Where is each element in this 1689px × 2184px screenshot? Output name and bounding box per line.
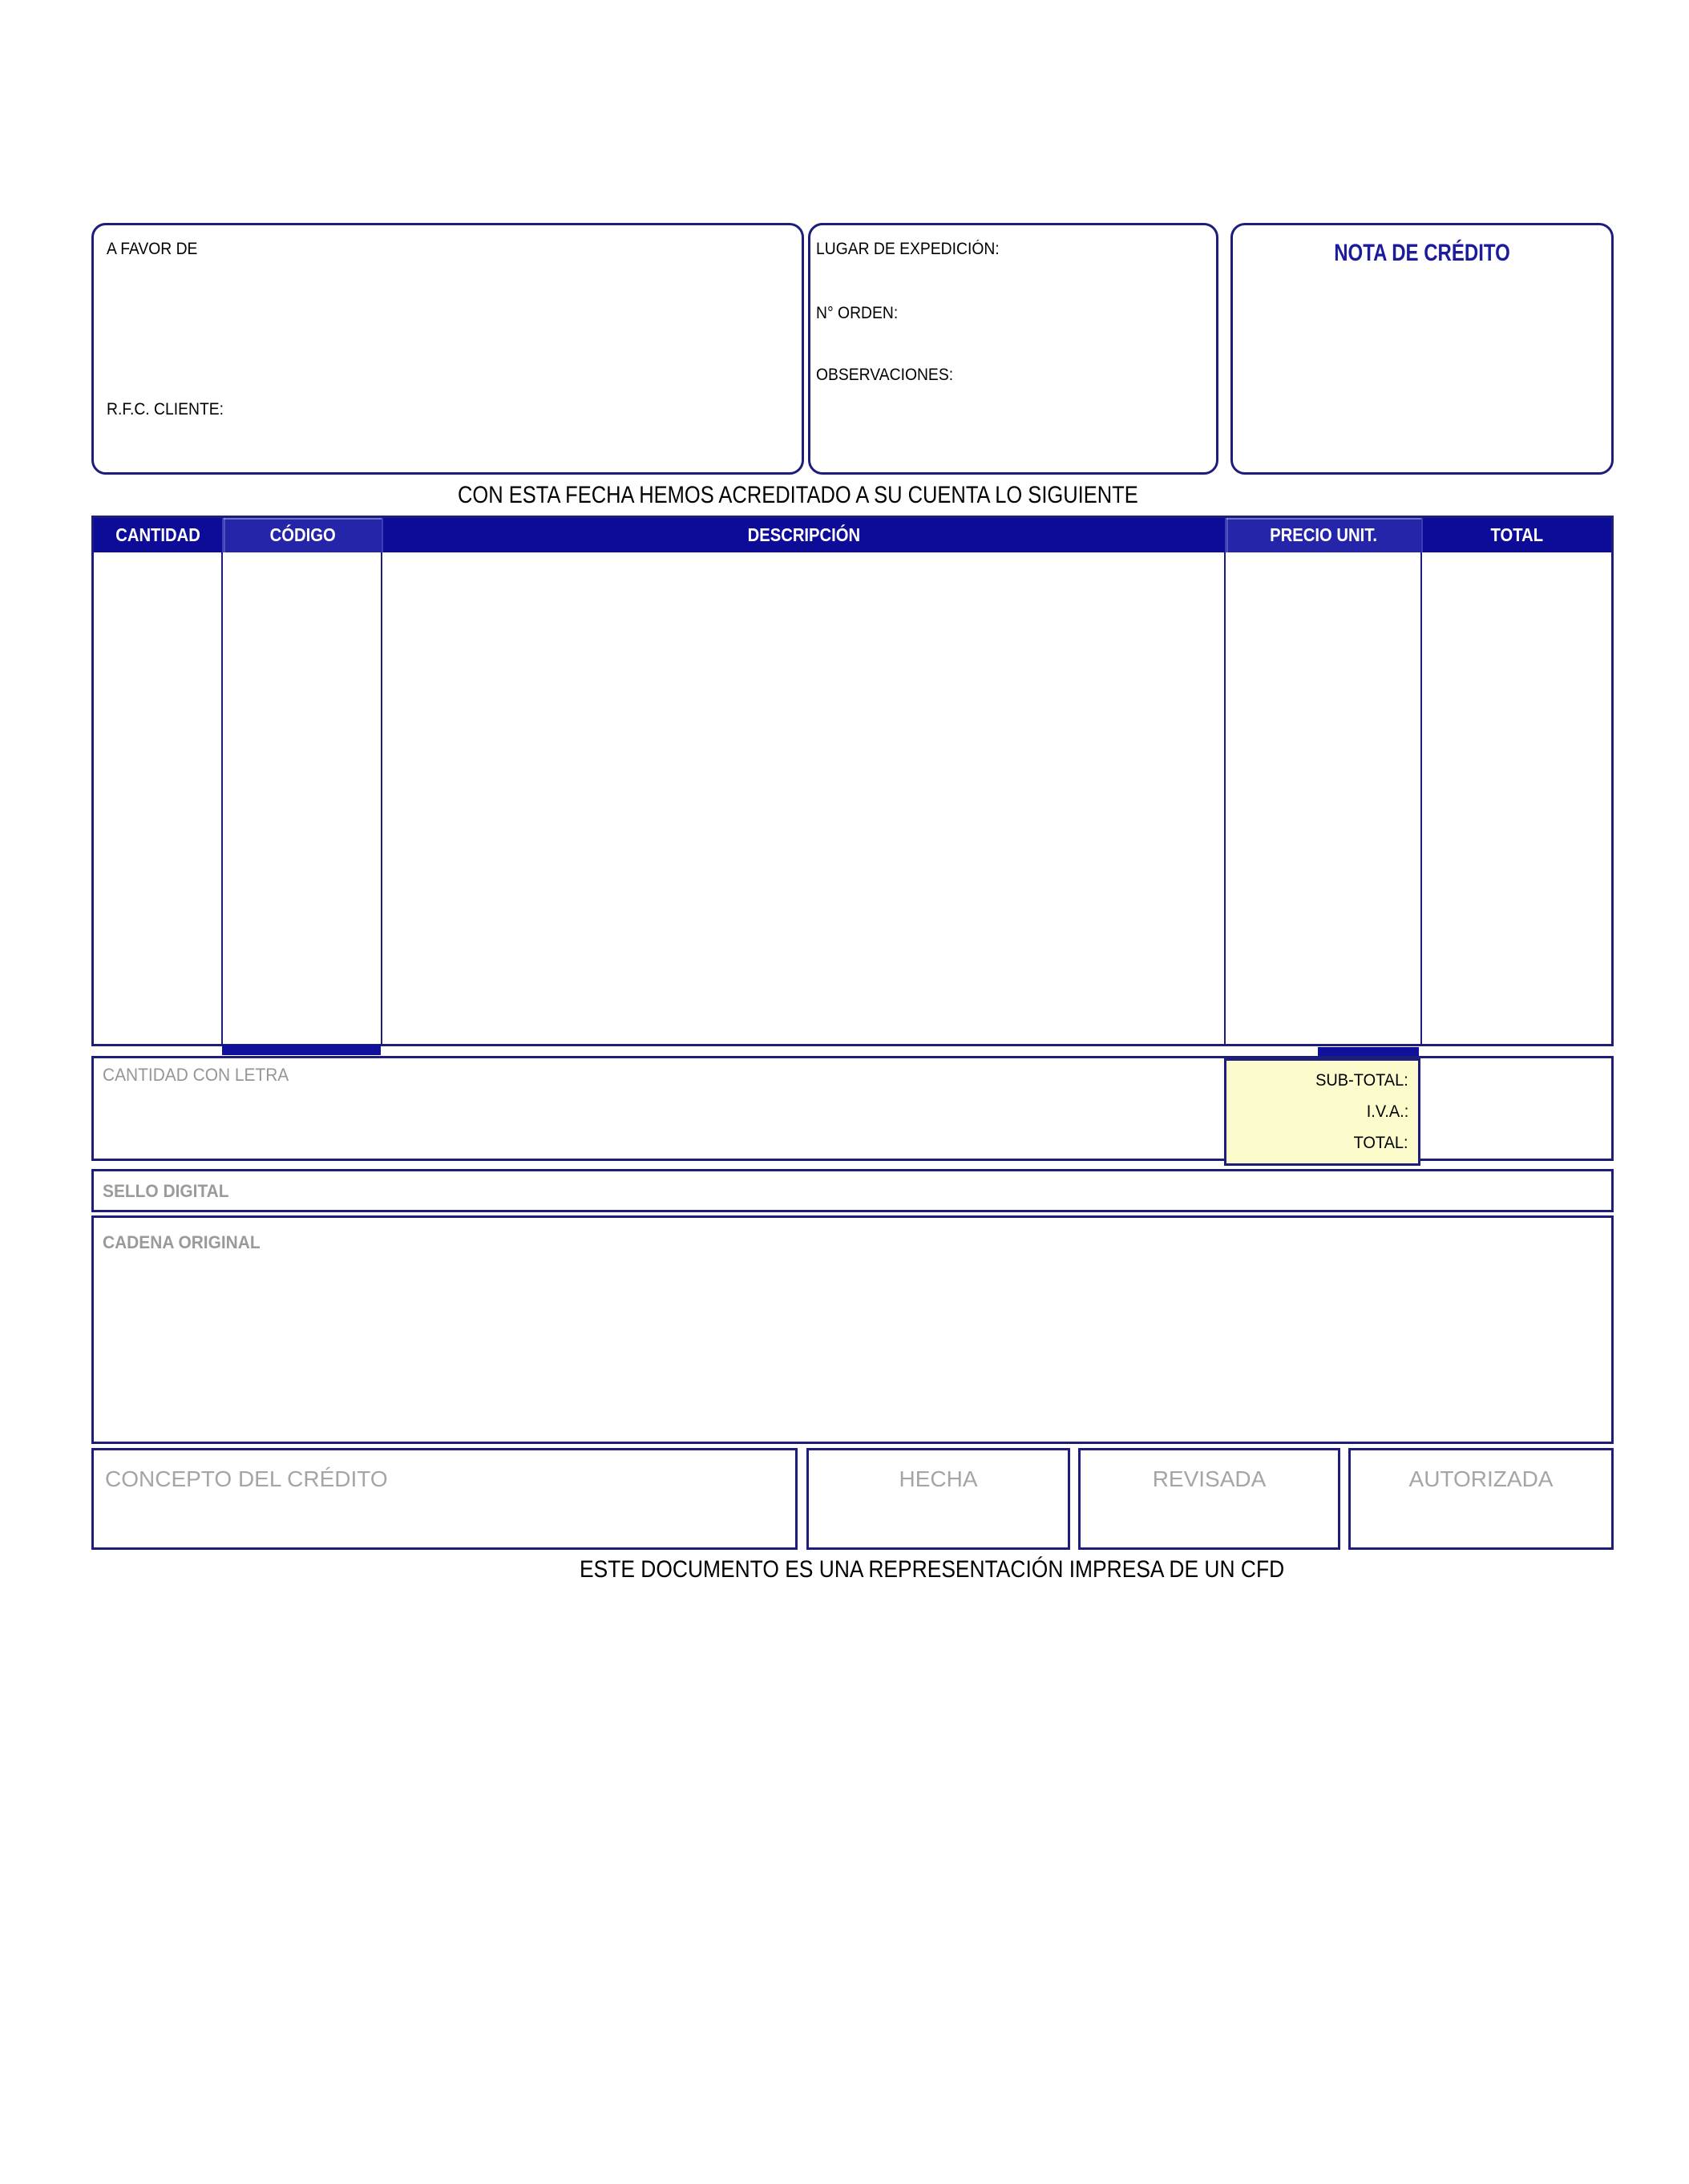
autorizada-box — [1348, 1448, 1614, 1550]
totals-values-area[interactable] — [1420, 1061, 1609, 1156]
revisada-box — [1078, 1448, 1340, 1550]
revisada-label: REVISADA — [1152, 1466, 1267, 1491]
concepto-credito-box — [91, 1448, 798, 1550]
hecha-label: HECHA — [899, 1466, 978, 1491]
a-favor-de-label: A FAVOR DE — [107, 240, 198, 258]
numero-orden-label: N° ORDEN: — [816, 304, 899, 322]
footer-note: ESTE DOCUMENTO ES UNA REPRESENTACIÓN IMPRESA DE UN CFD — [580, 1556, 1285, 1583]
column-divider — [221, 552, 223, 1044]
cadena-original-fill-area[interactable] — [96, 1220, 1609, 1439]
column-divider — [1224, 552, 1226, 1044]
column-divider — [381, 552, 382, 1044]
header-precio-unit: PRECIO UNIT. — [1225, 518, 1421, 552]
amount-in-words-label: CANTIDAD CON LETRA — [103, 1065, 289, 1085]
rfc-cliente-label: R.F.C. CLIENTE: — [107, 400, 224, 419]
header-codigo: CÓDIGO — [222, 518, 382, 552]
autorizada-label: AUTORIZADA — [1408, 1466, 1554, 1491]
cadena-original-box — [91, 1215, 1614, 1444]
iva-label: I.V.A.: — [1366, 1102, 1408, 1121]
header-total: TOTAL — [1421, 518, 1611, 552]
header-cantidad: CANTIDAD — [115, 524, 200, 545]
codigo-column-strip — [222, 1045, 381, 1055]
items-table-header — [94, 518, 1611, 552]
hecha-box — [806, 1448, 1070, 1550]
intro-line: CON ESTA FECHA HEMOS ACREDITADO A SU CUENTA LO SIGUIENTE — [458, 482, 1138, 508]
page-title: NOTA DE CRÉDITO — [1334, 240, 1510, 266]
items-table — [91, 516, 1614, 1046]
customer-box — [91, 223, 804, 475]
totals-box — [1224, 1058, 1420, 1166]
credit-note-box — [1230, 223, 1614, 475]
sello-digital-label: SELLO DIGITAL — [103, 1181, 229, 1201]
column-divider — [1420, 552, 1422, 1044]
total-label: TOTAL: — [1354, 1133, 1408, 1152]
sello-digital-fill-area[interactable] — [96, 1174, 1609, 1207]
concepto-credito-label: CONCEPTO DEL CRÉDITO — [105, 1466, 388, 1491]
expedition-fill-area[interactable] — [813, 228, 1214, 470]
header-descripcion: DESCRIPCIÓN — [382, 518, 1225, 552]
observaciones-label: OBSERVACIONES: — [816, 366, 954, 384]
sello-digital-box — [91, 1169, 1614, 1212]
expedition-box — [808, 223, 1218, 475]
customer-fill-area[interactable] — [96, 228, 799, 470]
lugar-expedicion-label: LUGAR DE EXPEDICIÓN: — [816, 240, 1000, 258]
subtotal-label: SUB-TOTAL: — [1315, 1071, 1408, 1090]
items-table-body[interactable] — [96, 552, 1609, 1041]
cadena-original-label: CADENA ORIGINAL — [103, 1232, 261, 1252]
